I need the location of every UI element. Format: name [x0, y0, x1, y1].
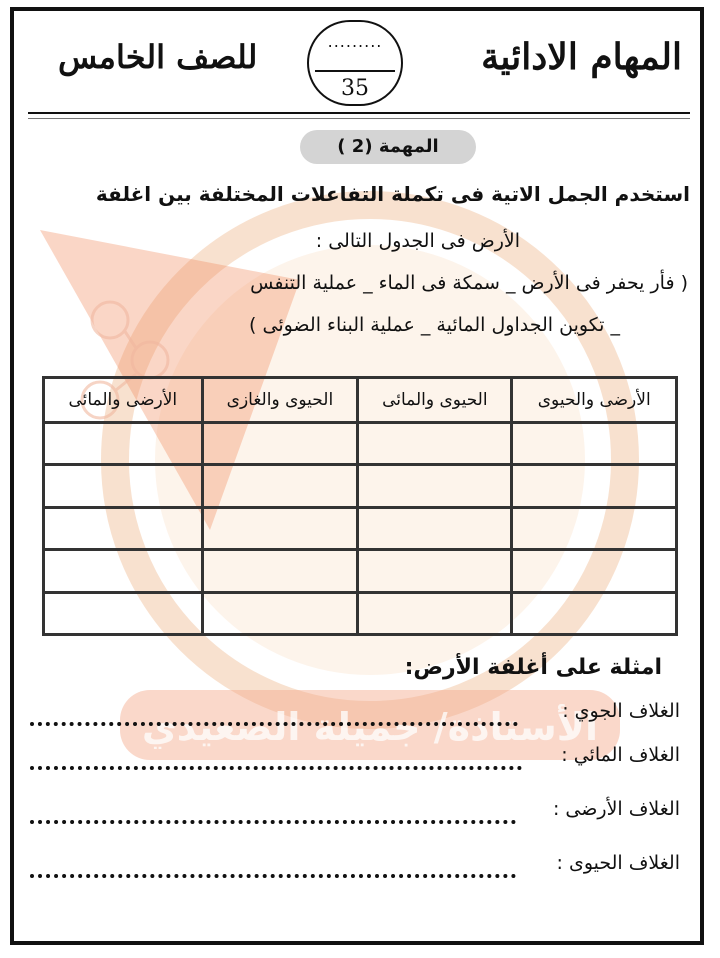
page-number-badge: [307, 20, 403, 106]
header-bio-gas: الحيوى والغازى: [202, 378, 358, 423]
instruction-line-2: الأرض فى الجدول التالى :: [315, 230, 520, 252]
answer-line[interactable]: [30, 874, 516, 878]
header-land-water: الأرضى والمائى: [44, 378, 203, 423]
table-cell[interactable]: [202, 423, 358, 465]
header-land-bio: الأرضى والحيوى: [512, 378, 677, 423]
page-dots: .........: [327, 32, 383, 51]
table-header-row: [44, 378, 677, 423]
atmosphere-field: [30, 700, 680, 732]
table-cell[interactable]: [202, 550, 358, 592]
header-title: المهام الادائية: [481, 36, 682, 78]
table-cell[interactable]: [202, 507, 358, 549]
table-row: [44, 465, 677, 507]
badge-divider: [315, 70, 395, 72]
table-row: [44, 423, 677, 465]
header-divider: [28, 112, 690, 114]
header-bio-water: الحيوى والمائى: [358, 378, 512, 423]
lithosphere-label: الغلاف الأرضى :: [552, 798, 680, 820]
answer-line[interactable]: [30, 820, 516, 824]
table-cell[interactable]: [512, 423, 677, 465]
table-cell[interactable]: [512, 592, 677, 634]
examples-title: امثلة على أغلفة الأرض:: [404, 655, 662, 680]
instruction-line-3: ( فأر يحفر فى الأرض _ سمكة فى الماء _ عملية التنفس: [250, 272, 688, 294]
table-cell[interactable]: [512, 507, 677, 549]
watermark-text: الأستاذة/ جميلة الصعيدي: [141, 705, 599, 749]
table-row: [44, 550, 677, 592]
answer-line[interactable]: [30, 722, 518, 726]
table-cell[interactable]: [358, 423, 512, 465]
hydrosphere-field: [30, 744, 680, 776]
lithosphere-field: [30, 798, 680, 830]
instruction-line-1: استخدم الجمل الاتية فى تكملة التفاعلات المختلفة بين اغلفة: [95, 182, 690, 206]
task-label: المهمة (2 ): [300, 130, 476, 164]
table-cell[interactable]: [44, 465, 203, 507]
table-cell[interactable]: [358, 507, 512, 549]
interactions-table: [42, 376, 678, 636]
answer-line[interactable]: [30, 766, 522, 770]
table-cell[interactable]: [202, 465, 358, 507]
hydrosphere-label: الغلاف المائي :: [561, 744, 680, 766]
page-number: 35: [341, 76, 369, 101]
table-row: [44, 592, 677, 634]
table-row: [44, 507, 677, 549]
instruction-line-4: _ تكوين الجداول المائية _ عملية البناء الضوئى ): [249, 314, 620, 336]
biosphere-label: الغلاف الحيوى :: [556, 852, 680, 874]
table-cell[interactable]: [44, 423, 203, 465]
table-cell[interactable]: [358, 592, 512, 634]
table-cell[interactable]: [358, 465, 512, 507]
header-divider-thin: [28, 118, 690, 119]
grade-label: للصف الخامس: [58, 38, 258, 76]
table-cell[interactable]: [512, 465, 677, 507]
atmosphere-label: الغلاف الجوي :: [562, 700, 680, 722]
table-cell[interactable]: [358, 550, 512, 592]
table-cell[interactable]: [44, 507, 203, 549]
table-cell[interactable]: [512, 550, 677, 592]
biosphere-field: [30, 852, 680, 884]
table-cell[interactable]: [44, 550, 203, 592]
table-cell[interactable]: [44, 592, 203, 634]
table-cell[interactable]: [202, 592, 358, 634]
